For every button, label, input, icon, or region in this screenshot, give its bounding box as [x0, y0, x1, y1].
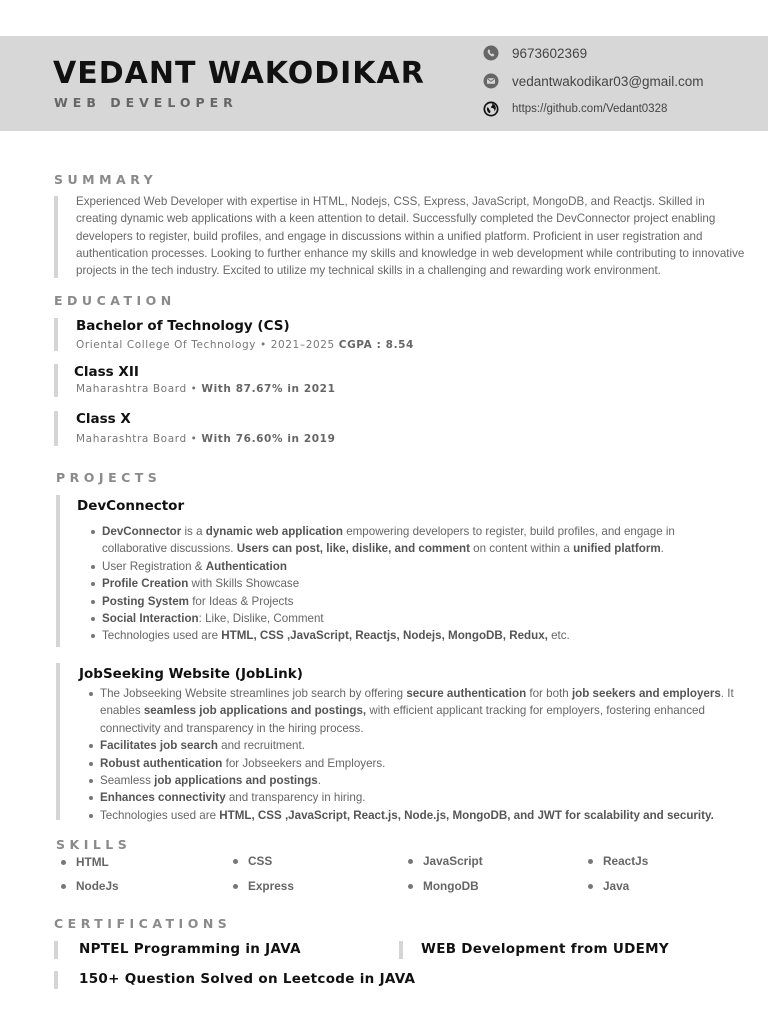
project-bar — [56, 663, 60, 820]
project-bullet: User Registration & Authentication — [78, 558, 703, 575]
education-score: With 87.67% in 2021 — [201, 383, 336, 395]
skill-item — [61, 855, 109, 869]
skill-label: NodeJs — [76, 879, 119, 893]
skill-label: ReactJs — [603, 854, 649, 868]
project-bullet: Profile Creation with Skills Showcase — [78, 575, 703, 592]
phone-icon — [483, 45, 499, 61]
skill-item — [408, 879, 479, 893]
project-bullet-list — [78, 523, 703, 645]
certification-bar — [399, 941, 403, 959]
certification-item: NPTEL Programming in JAVA — [79, 941, 301, 957]
bullet-dot — [233, 884, 238, 889]
skill-item — [588, 854, 648, 868]
project-bullet: Social Interaction: Like, Dislike, Comment — [78, 610, 703, 627]
bullet-dot — [233, 859, 238, 864]
education-score: CGPA : 8.54 — [338, 339, 414, 351]
summary-text: Experienced Web Developer with expertise in HTML, Nodejs, CSS, Express, JavaScript, MongoDB, and Reactjs. Skilled in creating dynamic web applications with a keen attention to detail. Successfully completed the DevConnector project enabling developers to register, build profiles, and engage in discussions within a unified platform. Proficient in user registration and authentication processes. Looking to further enhance my skills and knowledge in web development while contributing to innovative projects in the tech industry. Excited to utilize my technical skills in a challenging and rewarding work environment. — [76, 195, 745, 278]
education-score: With 76.60% in 2019 — [201, 433, 336, 445]
project-bullet: Enhances connectivity and transparency in hiring. — [76, 789, 756, 806]
education-institution: Maharashtra Board • — [76, 383, 198, 395]
education-degree: Bachelor of Technology (CS) — [76, 318, 290, 334]
education-detail — [76, 433, 336, 445]
education-degree: Class XII — [74, 364, 139, 380]
project-bullet: The Jobseeking Website streamlines job search by offering secure authentication for both job seekers and employers. It enables seamless job applications and postings, with efficient applicant tracking for employers, fostering enhanced connectivity and transparency in the hiring process. — [76, 685, 756, 737]
skill-item — [408, 854, 483, 868]
bullet-dot — [408, 859, 413, 864]
education-bar — [54, 318, 58, 351]
bullet-dot — [61, 884, 66, 889]
certifications-heading: CERTIFICATIONS — [54, 916, 232, 931]
project-bullet: Facilitates job search and recruitment. — [76, 737, 756, 754]
skill-label: MongoDB — [423, 879, 479, 893]
skill-label: HTML — [76, 855, 109, 869]
summary-bar — [54, 196, 58, 278]
skill-item — [233, 854, 272, 868]
project-bullet: Technologies used are HTML, CSS ,JavaScript, Reactjs, Nodejs, MongoDB, Redux, etc. — [78, 627, 703, 644]
skill-item — [61, 879, 119, 893]
education-bar — [54, 364, 58, 397]
project-bullet: Technologies used are HTML, CSS ,JavaScript, React.js, Node.js, MongoDB, and JWT for scalability and security. — [76, 807, 756, 824]
resume-header — [0, 36, 768, 131]
education-bar — [54, 411, 58, 446]
certification-item: WEB Development from UDEMY — [421, 941, 669, 957]
summary-heading: SUMMARY — [54, 172, 158, 187]
github-link[interactable]: https://github.com/Vedant0328 — [512, 103, 668, 115]
project-bullet-list — [76, 685, 756, 824]
skill-label: Express — [248, 879, 294, 893]
skill-label: CSS — [248, 854, 273, 868]
project-title: DevConnector — [77, 498, 185, 514]
contact-email — [483, 73, 704, 89]
project-bullet: Robust authentication for Jobseekers and Employers. — [76, 755, 756, 772]
education-degree: Class X — [76, 411, 131, 427]
email-icon — [483, 73, 499, 89]
globe-icon — [483, 101, 499, 117]
projects-heading: PROJECTS — [56, 470, 162, 485]
certification-item: 150+ Question Solved on Leetcode in JAVA — [79, 971, 416, 987]
skills-heading: SKILLS — [56, 837, 132, 852]
project-bar — [56, 495, 60, 647]
project-bullet: Seamless job applications and postings. — [76, 772, 756, 789]
bullet-dot — [588, 884, 593, 889]
bullet-dot — [588, 859, 593, 864]
bullet-dot — [61, 860, 66, 865]
skill-item — [588, 879, 629, 893]
phone-number: 9673602369 — [512, 45, 588, 61]
project-bullet: DevConnector is a dynamic web application empowering developers to register, build profiles, and engage in collaborative discussions. Users can post, like, dislike, and comment on content within a unified platform. — [78, 523, 703, 558]
candidate-role: WEB DEVELOPER — [54, 95, 238, 110]
education-institution: Oriental College Of Technology • 2021–2025 — [76, 339, 335, 351]
certification-bar — [54, 941, 58, 959]
candidate-name: VEDANT WAKODIKAR — [53, 56, 425, 91]
certification-bar — [54, 971, 58, 989]
project-bullet: Posting System for Ideas & Projects — [78, 593, 703, 610]
education-heading: EDUCATION — [54, 293, 176, 308]
education-institution: Maharashtra Board • — [76, 433, 198, 445]
education-detail — [76, 339, 414, 351]
project-title: JobSeeking Website (JobLink) — [79, 666, 303, 682]
bullet-dot — [408, 884, 413, 889]
skill-label: Java — [603, 879, 630, 893]
skill-label: JavaScript — [423, 854, 483, 868]
education-detail — [76, 383, 336, 395]
skill-item — [233, 879, 294, 893]
email-link[interactable]: vedantwakodikar03@gmail.com — [512, 73, 704, 89]
contact-github — [483, 101, 667, 117]
contact-phone — [483, 45, 587, 61]
